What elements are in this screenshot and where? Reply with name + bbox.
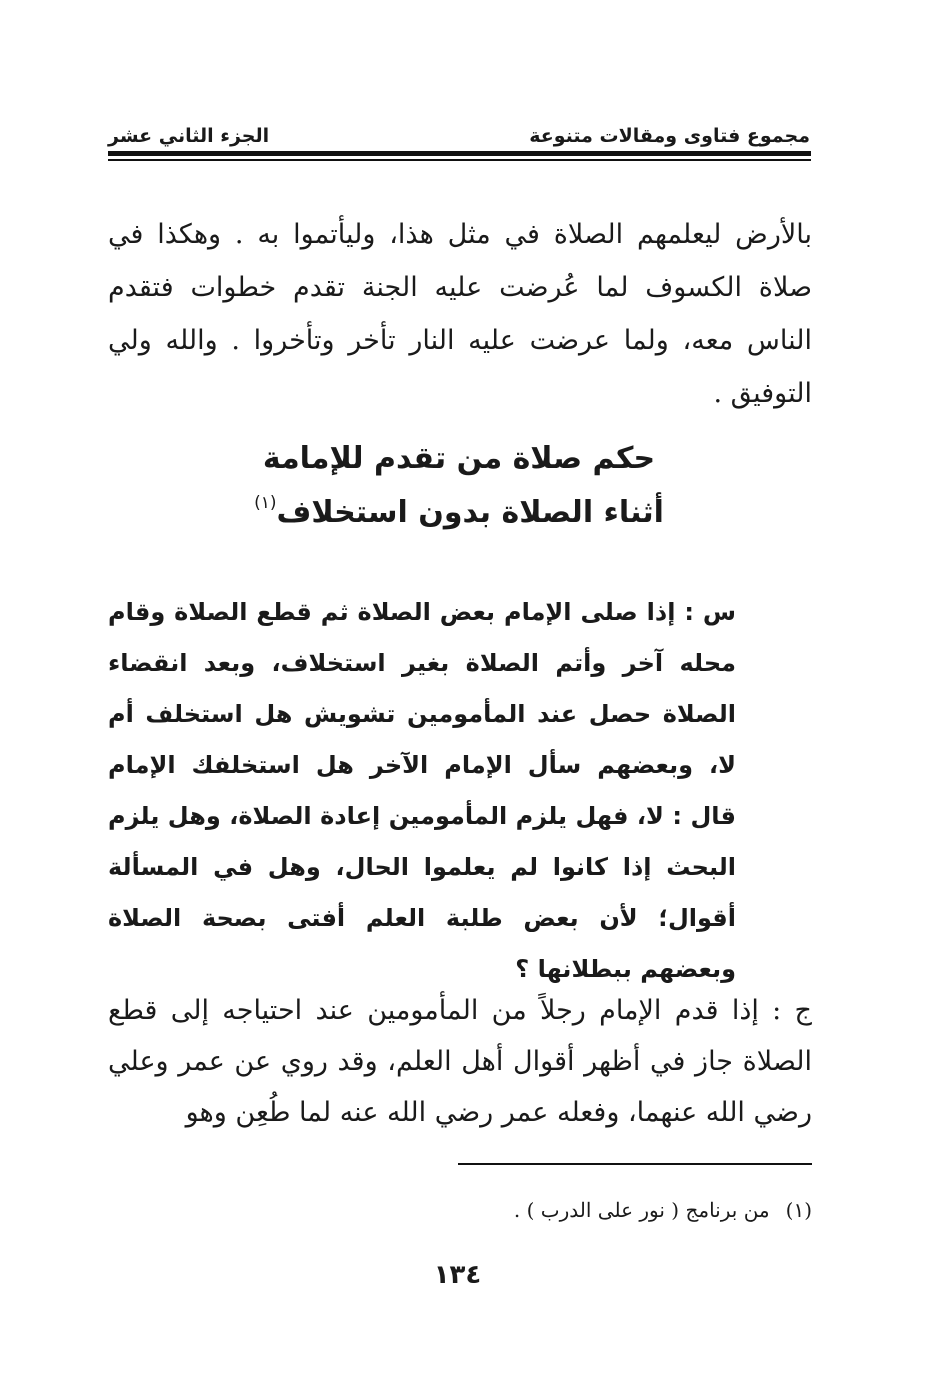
page-number: ١٣٤ [433,1260,482,1290]
question-paragraph: س : إذا صلى الإمام بعض الصلاة ثم قطع الصلاة وقام محله آخر وأتم الصلاة بغير استخلاف، وبعد انقضاء الصلاة حصل عند المأمومين تشويش هل استخلف أم لا، وبعضهم سأل الإمام الآخر هل استخلفك الإمام قال : لا، فهل يلزم المأمومين إعادة الصلاة، وهل يلزم البحث إذا كانوا لم يعلموا الحال، وهل في المسألة أقوال؛ لأن بعض طلبة العلم أفتى بصحة الصلاة وبعضهم ببطلانها ؟ [108,598,736,983]
book-title: مجموع فتاوى ومقالات متنوعة [529,125,810,147]
heading-footnote-marker: (١) [254,493,277,513]
header-rule-thin [108,159,811,161]
running-header [108,118,810,148]
section-heading [108,432,810,540]
footnote [514,1195,812,1225]
heading-line-2-text: أثناء الصلاة بدون استخلاف [276,495,664,530]
footnote-number: (١) [785,1198,812,1222]
footnote-separator [458,1163,812,1165]
header-rule [108,151,811,156]
intro-paragraph: بالأرض ليعلمهم الصلاة في مثل هذا، وليأتموا به . وهكذا في صلاة الكسوف لما عُرضت عليه الجنة تقدم خطوات فتقدم الناس معه، ولما عرضت عليه النار تأخر وتأخروا . والله ولي التوفيق . [108,219,812,409]
footnote-text: من برنامج ( نور على الدرب ) . [513,1198,770,1222]
heading-line-1: حكم صلاة من تقدم للإمامة [262,441,656,476]
heading-line-2 [108,486,810,540]
answer-paragraph: ج : إذا قدم الإمام رجلاً من المأمومين عند احتياجه إلى قطع الصلاة جاز في أظهر أقوال أهل العلم، وقد روي عن عمر وعلي رضي الله عنهما، وفعله عمر رضي الله عنه لما طُعِن وهو [108,995,812,1128]
volume-label: الجزء الثاني عشر [108,125,270,147]
